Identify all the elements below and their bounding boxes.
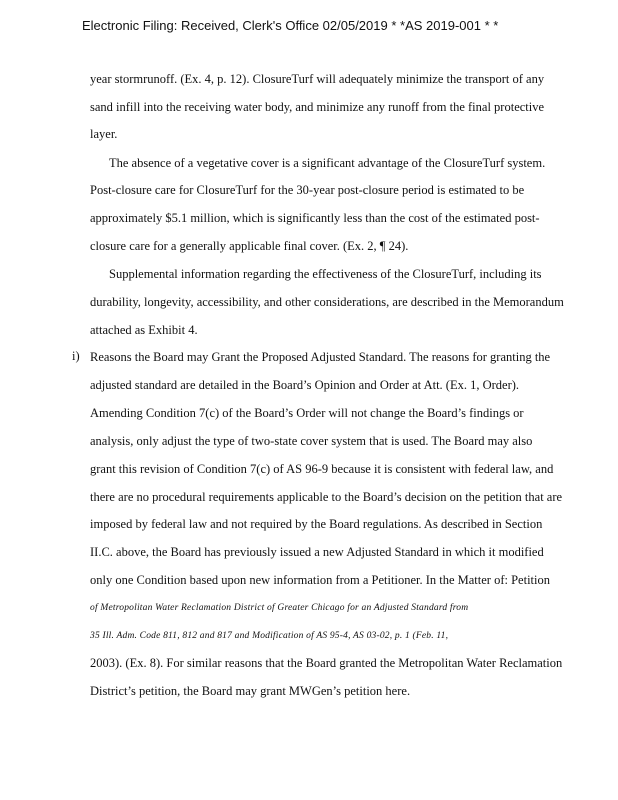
body-line: only one Condition based upon new information from a Petitioner. In the Matter of: Petition bbox=[90, 573, 550, 587]
body-line: Post-closure care for ClosureTurf for the 30-year post-closure period is estimated to be bbox=[90, 183, 525, 197]
body-line-citation: 35 Ill. Adm. Code 811, 812 and 817 and Modification of AS 95-4, AS 03-02, p. 1 (Feb. 11, bbox=[90, 631, 449, 641]
body-line: attached as Exhibit 4. bbox=[90, 323, 198, 337]
list-marker: i) bbox=[72, 349, 80, 363]
body-line: imposed by federal law and not required by the Board regulations. As described in Section bbox=[90, 517, 543, 531]
body-line: II.C. above, the Board has previously issued a new Adjusted Standard in which it modified bbox=[90, 545, 544, 559]
body-line-citation: of Metropolitan Water Reclamation District of Greater Chicago for an Adjusted Standard from bbox=[90, 603, 469, 613]
body-line: analysis, only adjust the type of two-state cover system that is used. The Board may also bbox=[90, 434, 533, 448]
body-line: approximately $5.1 million, which is significantly less than the cost of the estimated post- bbox=[90, 211, 540, 225]
body-line: adjusted standard are detailed in the Board’s Opinion and Order at Att. (Ex. 1, Order). bbox=[90, 378, 520, 392]
body-line: closure care for a generally applicable final cover. (Ex. 2, ¶ 24). bbox=[90, 239, 409, 253]
body-line: layer. bbox=[90, 127, 118, 141]
body-line: Reasons the Board may Grant the Proposed Adjusted Standard. The reasons for granting the bbox=[90, 350, 551, 364]
body-line: sand infill into the receiving water body, and minimize any runoff from the final protective bbox=[90, 100, 545, 114]
body-line: year stormrunoff. (Ex. 4, p. 12). ClosureTurf will adequately minimize the transport of any bbox=[90, 72, 545, 86]
body-line: durability, longevity, accessibility, and other considerations, are described in the Memorandum bbox=[90, 295, 564, 309]
filing-stamp-header: Electronic Filing: Received, Clerk's Office 02/05/2019 * *AS 2019-001 * * bbox=[82, 18, 499, 33]
body-line: grant this revision of Condition 7(c) of AS 96-9 because it is consistent with federal law, and bbox=[90, 462, 554, 476]
body-line: Amending Condition 7(c) of the Board’s Order will not change the Board’s findings or bbox=[90, 406, 524, 420]
body-line: District’s petition, the Board may grant MWGen’s petition here. bbox=[90, 684, 411, 698]
body-line: there are no procedural requirements applicable to the Board’s decision on the petition that are bbox=[90, 490, 563, 504]
body-line: The absence of a vegetative cover is a significant advantage of the ClosureTurf system. bbox=[109, 156, 546, 170]
body-line: Supplemental information regarding the effectiveness of the ClosureTurf, including its bbox=[109, 267, 542, 281]
body-line: 2003). (Ex. 8). For similar reasons that the Board granted the Metropolitan Water Reclamation bbox=[90, 656, 563, 670]
